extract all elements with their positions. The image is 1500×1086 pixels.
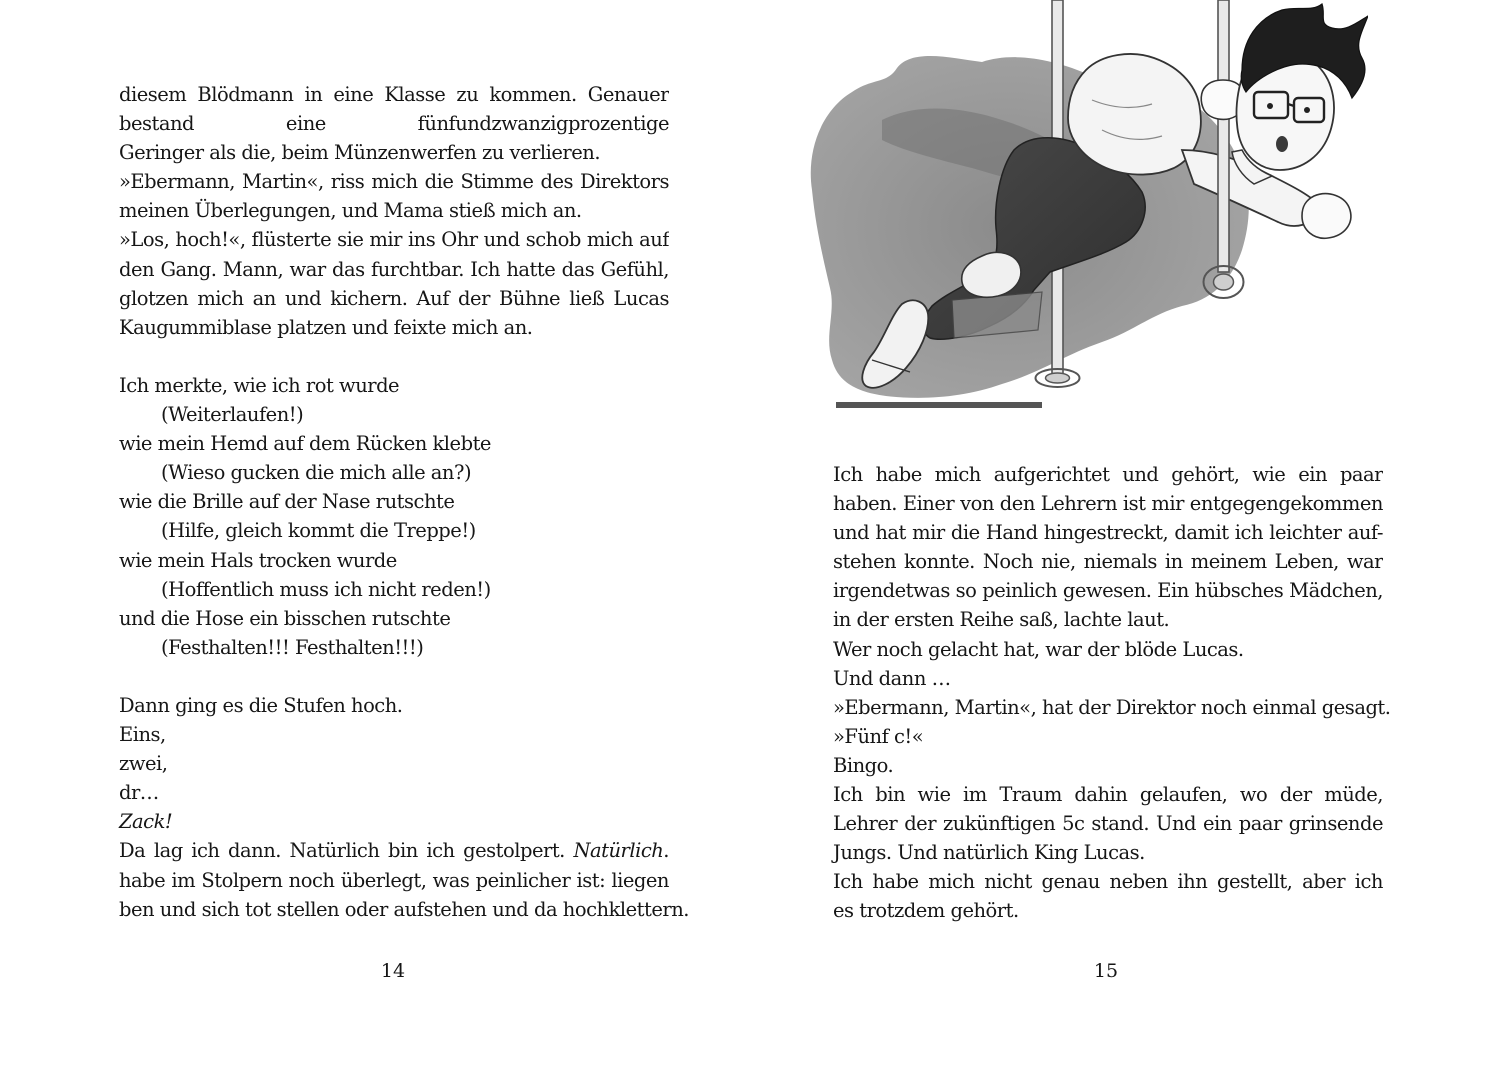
text-line: Eins,	[119, 723, 166, 747]
text-line: Kaugummiblase platzen und feixte mich an.	[119, 315, 533, 339]
verse-thought: (Wieso gucken die mich alle an?)	[161, 461, 472, 485]
text-line: Bingo.	[833, 753, 894, 777]
text-line: meinen Überlegungen, und Mama stieß mich an.	[119, 199, 582, 223]
text-line: es trotzdem gehört.	[833, 899, 1019, 923]
text-line: dr…	[119, 781, 159, 805]
text-line: Wer noch gelacht hat, war der blöde Lucas.	[833, 637, 1244, 661]
text-line: Ich habe mich nicht genau neben ihn gestellt, aber ich	[833, 870, 1383, 894]
verse-thought: (Hilfe, gleich kommt die Treppe!)	[161, 519, 476, 543]
text-line: irgendetwas so peinlich gewesen. Ein hübsches Mädchen,	[833, 579, 1383, 603]
text-line: »Ebermann, Martin«, riss mich die Stimme des Direktors	[119, 170, 669, 194]
text-line: Dann ging es die Stufen hoch.	[119, 693, 403, 717]
verse-line: wie die Brille auf der Nase rutschte	[119, 490, 455, 514]
text-line: bestand eine fünfundzwanzigprozentige	[119, 112, 669, 136]
text-line: glotzen mich an und kichern. Auf der Bühne ließ Lucas	[119, 286, 669, 310]
paragraph-gap	[119, 662, 669, 691]
text-line: Ich habe mich aufgerichtet und gehört, wie ein paar	[833, 463, 1383, 486]
text-line-italic: Zack!	[119, 810, 173, 834]
fist-icon	[1302, 194, 1351, 239]
verse-thought: (Festhalten!!! Festhalten!!!)	[161, 635, 424, 659]
text-fragment: Da lag ich dann. Natürlich bin ich gestolpert.	[119, 839, 565, 863]
text-line: den Gang. Mann, war das furchtbar. Ich hatte das Gefühl,	[119, 257, 669, 281]
text-line	[119, 836, 669, 865]
text-line: Jungs. Und natürlich King Lucas.	[833, 841, 1145, 865]
verse-thought: (Hoffentlich muss ich nicht reden!)	[161, 577, 491, 601]
text-line: diesem Blödmann in eine Klasse zu kommen. Genauer	[119, 83, 669, 106]
text-line: Lehrer der zukünftigen 5c stand. Und ein paar grinsende	[833, 812, 1383, 836]
text-line: stehen konnte. Noch nie, niemals in meinem Leben, war	[833, 550, 1383, 574]
text-line: Ich bin wie im Traum dahin gelaufen, wo der müde,	[833, 783, 1383, 807]
verse-line: wie mein Hemd auf dem Rücken klebte	[119, 432, 491, 456]
text-line: »Ebermann, Martin«, hat der Direktor noch einmal gesagt.	[833, 695, 1391, 719]
text-line: und hat mir die Hand hingestreckt, damit ich leichter auf-	[833, 521, 1383, 545]
right-page-text	[833, 460, 1391, 926]
pole-right	[1218, 0, 1229, 272]
verse-line: wie mein Hals trocken wurde	[119, 548, 397, 572]
page-number: 15	[1093, 960, 1119, 982]
mouth-icon	[1276, 136, 1288, 152]
emphasis-text: Natürlich	[573, 839, 664, 863]
boy-shirt	[1068, 54, 1201, 175]
page-number: 14	[380, 960, 406, 982]
text-line: Geringer als die, beim Münzenwerfen zu verlieren.	[119, 141, 601, 165]
text-fragment: .	[663, 839, 669, 863]
left-page-text	[119, 80, 689, 924]
text-line: »Fünf c!«	[833, 724, 924, 748]
verse-thought: (Weiterlaufen!)	[161, 403, 304, 427]
boy-falling-illustration	[802, 0, 1368, 410]
right-page	[750, 0, 1500, 1086]
text-line: Und dann …	[833, 666, 951, 690]
verse-line: Ich merkte, wie ich rot wurde	[119, 373, 400, 397]
paragraph-gap	[119, 342, 669, 371]
text-line: zwei,	[119, 752, 168, 776]
text-line: in der ersten Reihe saß, lachte laut.	[833, 608, 1170, 632]
verse-line: und die Hose ein bisschen rutschte	[119, 606, 451, 630]
text-line: ben und sich tot stellen oder aufstehen und da hochklettern.	[119, 897, 689, 921]
text-line: »Los, hoch!«, flüsterte sie mir ins Ohr und schob mich auf	[119, 228, 669, 252]
text-line: haben. Einer von den Lehrern ist mir entgegengekommen	[833, 492, 1383, 516]
text-line: habe im Stolpern noch überlegt, was peinlicher ist: liegen	[119, 868, 669, 892]
